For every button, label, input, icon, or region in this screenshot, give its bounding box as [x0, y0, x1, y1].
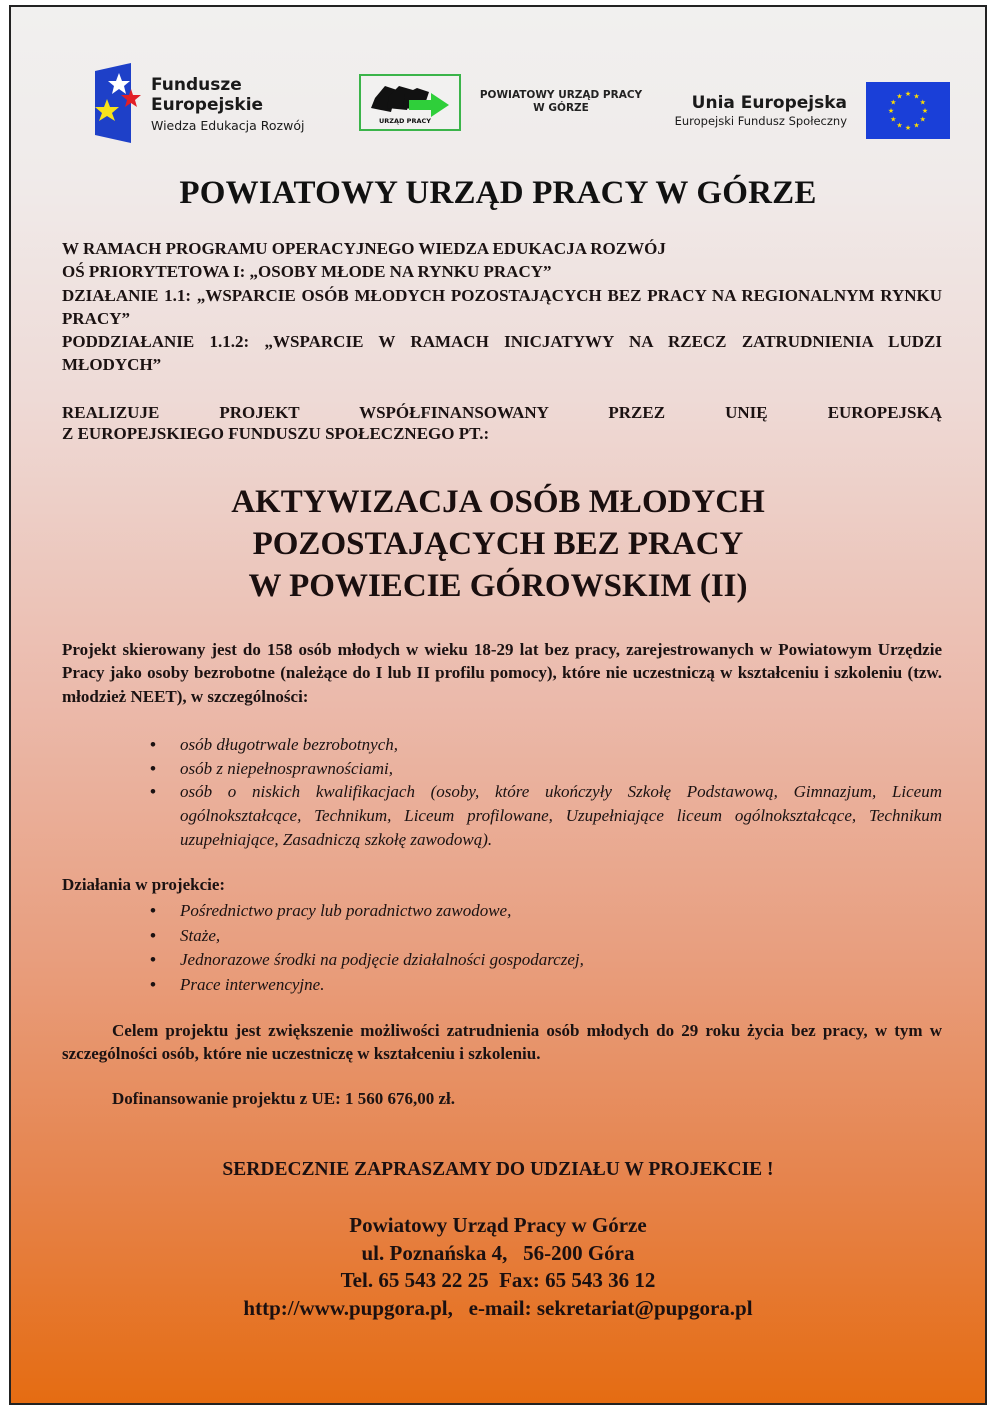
list-item: • Staże, — [148, 924, 942, 949]
contact-web[interactable]: http://www.pupgora.pl, e-mail: sekretariat@pupgora.pl — [243, 1295, 753, 1320]
eu-star-icon: ★ — [904, 90, 912, 98]
project-goal: Celem projektu jest zwiększenie możliwości zatrudnienia osób młodych do 29 roku życia bez pracy, w tym w szczególności osób, które nie uczestniczę w kształceniu i szkoleniu. — [62, 1021, 942, 1064]
project-title — [11, 481, 985, 607]
list-item: • osób z niepełnosprawnościami, — [148, 757, 942, 781]
fundusze-europejskie-text — [151, 75, 304, 135]
eu-star-icon: ★ — [890, 115, 897, 124]
unia-europejska-text — [675, 93, 847, 129]
fe-line3: Wiedza Edukacja Rozwój — [151, 118, 305, 133]
intro-line: OŚ PRIORYTETOWA I: „OSOBY MŁODE NA RYNKU PRACY” — [62, 262, 552, 282]
eu-star-icon: ★ — [919, 98, 926, 107]
eu-star-icon: ★ — [896, 121, 903, 130]
intro-line: W RAMACH PROGRAMU OPERACYJNEGO WIEDZA EDUKACJA ROZWÓJ — [62, 239, 666, 258]
project-description: Projekt skierowany jest do 158 osób młodych w wieku 18-29 lat bez pracy, zarejestrowanych w Powiatowym Urzędzie Pracy jako osoby bezrobotne (należące do I lub II profilu pomocy), które nie uczestniczą w kształceniu i szkoleniu (tzw. młodzież NEET), w szczególności: — [62, 640, 942, 706]
contact-block — [11, 1212, 985, 1322]
eu-flag-icon — [866, 82, 950, 139]
urzad-pracy-logo — [359, 74, 461, 131]
contact-phone: Tel. 65 543 22 25 Fax: 65 543 36 12 — [340, 1268, 656, 1292]
cofinancing-statement — [62, 402, 942, 444]
urzad-pracy-logo-icon — [361, 76, 459, 129]
eu-star-icon: ★ — [887, 107, 895, 115]
eu-star-icon: ★ — [904, 124, 912, 132]
ue-line2: Europejski Fundusz Społeczny — [674, 114, 847, 128]
cofinancing-line1: REALIZUJE PROJEKT WSPÓŁFINANSOWANY PRZEZ UNIĘ EUROPEJSKĄ — [62, 403, 942, 422]
list-item: • Pośrednictwo pracy lub poradnictwo zawodowe, — [148, 899, 942, 924]
pup-name-line2: W GÓRZE — [533, 102, 589, 114]
actions-heading: Działania w projekcie: — [62, 875, 226, 894]
logo-bar — [11, 7, 985, 167]
program-intro — [62, 237, 942, 377]
actions-list — [148, 899, 942, 997]
fe-line1: Fundusze — [151, 75, 242, 95]
eu-star-icon: ★ — [913, 92, 920, 101]
poster-page — [9, 5, 987, 1405]
list-item: • Prace interwencyjne. — [148, 973, 942, 998]
eu-star-icon: ★ — [890, 98, 897, 107]
fe-line2: Europejskie — [151, 95, 264, 115]
eu-star-icon: ★ — [919, 115, 926, 124]
project-title-line2: POZOSTAJĄCYCH BEZ PRACY — [252, 526, 744, 562]
project-title-line1: AKTYWIZACJA OSÓB MŁODYCH — [231, 484, 765, 520]
eu-star-icon: ★ — [921, 107, 929, 115]
pup-name-line1: POWIATOWY URZĄD PRACY — [479, 89, 643, 101]
funding-amount: Dofinansowanie projektu z UE: 1 560 676,00 zł. — [112, 1089, 455, 1108]
page-title: POWIATOWY URZĄD PRACY W GÓRZE — [179, 175, 817, 211]
fundusze-europejskie-logo-icon — [95, 63, 143, 143]
list-item: • osób długotrwale bezrobotnych, — [148, 733, 942, 757]
intro-line: PODDZIAŁANIE 1.1.2: „WSPARCIE W RAMACH INICJATYWY NA RZECZ ZATRUDNIENIA LUDZI MŁODYCH” — [62, 332, 942, 375]
list-item: • osób o niskich kwalifikacjach (osoby, które ukończyły Szkołę Podstawową, Gimnazjum, Liceum ogólnokształcące, Technikum, Liceum profilowane, Uzupełniające liceum ogólnokształcące, Technikum uzupełniające, Zasadniczą szkołę zawodową). — [148, 780, 942, 851]
eu-stars — [866, 82, 950, 139]
urzad-pracy-caption: URZĄD PRACY — [379, 117, 431, 125]
project-title-line3: W POWIECIE GÓROWSKIM (II) — [248, 568, 748, 604]
invitation: SERDECZNIE ZAPRASZAMY DO UDZIAŁU W PROJEKCIE ! — [222, 1159, 774, 1180]
target-groups-list — [148, 733, 942, 852]
contact-name: Powiatowy Urząd Pracy w Górze — [349, 1213, 647, 1237]
ue-line1: Unia Europejska — [691, 93, 847, 113]
cofinancing-line2: Z EUROPEJSKIEGO FUNDUSZU SPOŁECZNEGO PT.: — [62, 424, 490, 443]
intro-line: DZIAŁANIE 1.1: „WSPARCIE OSÓB MŁODYCH POZOSTAJĄCYCH BEZ PRACY NA REGIONALNYM RYNKU PRACY” — [62, 285, 942, 328]
contact-address: ul. Poznańska 4, 56-200 Góra — [361, 1240, 635, 1265]
list-item: • Jednorazowe środki na podjęcie działalności gospodarczej, — [148, 948, 942, 973]
eu-star-icon: ★ — [896, 92, 903, 101]
eu-star-icon: ★ — [913, 121, 920, 130]
pup-name-text — [471, 89, 651, 115]
